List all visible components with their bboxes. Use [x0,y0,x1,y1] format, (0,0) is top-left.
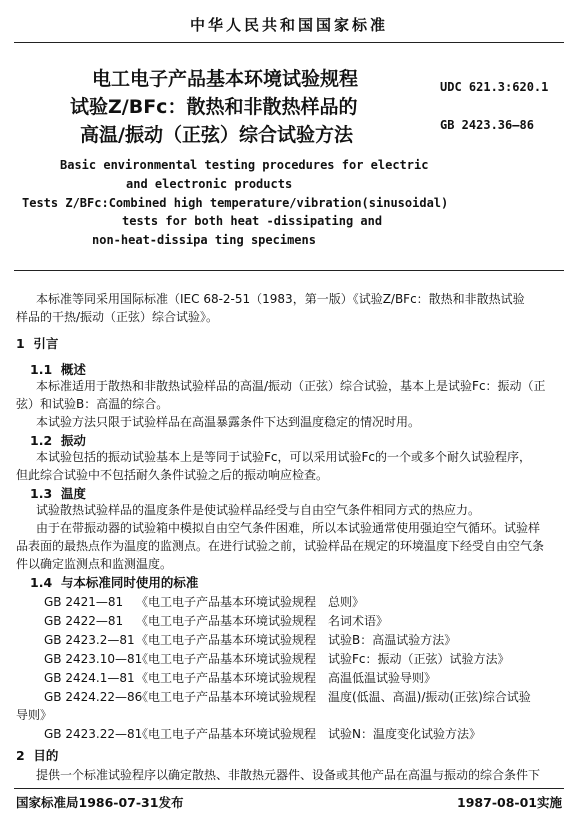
reference-item [44,612,388,629]
section-number: 2 [16,748,25,763]
reference-item [44,650,510,667]
gb-code: GB 2423.36—86 [440,118,534,132]
reference-code: GB 2422—81 [44,614,124,628]
udc-code: UDC 621.3:620.1 [440,80,549,94]
subsection-number: 1.2 [30,433,53,448]
intro-line-2: 样品的干热/振动（正弦）综合试验》。 [16,310,219,324]
title-line-2: 试验Z/BFc：散热和非散热样品的 [70,96,358,118]
subsection-1-3-heading [30,484,86,502]
reference-title: 《电工电子产品基本环境试验规程 温度(低温、高温)/振动(正弦)综合试验 [136,690,531,704]
reference-item [44,593,364,610]
intro-line-1: 本标准等同采用国际标准（IEC 68-2-51（1983，第一版）《试验Z/BFc：散热和非散热试验 [36,292,525,306]
reference-title: 《电工电子产品基本环境试验规程 试验B：高温试验方法》 [136,633,457,647]
s11-line-2: 弦）和试验B：高温的综合。 [16,397,169,411]
english-title-line-2: and electronic products [126,177,293,191]
section-1-heading [16,334,58,352]
reference-item [44,725,481,742]
section-title: 目的 [33,748,59,763]
s12-line-2: 但此综合试验中不包括耐久条件试验之后的振动响应检查。 [16,468,329,482]
s11-line-1: 本标准适用于散热和非散热试验样品的高温/振动（正弦）综合试验，基本上是试验Fc：振动（正 [36,379,546,393]
subsection-number: 1.1 [30,362,53,377]
s13-line-2: 由于在带振动器的试验箱中模拟自由空气条件困难，所以本试验通常使用强迫空气循环。试验样 [36,521,541,535]
section-2-heading [16,746,58,764]
english-title-line-5: non-heat-dissipa ting specimens [92,233,316,247]
section-title: 引言 [33,336,59,351]
subsection-number: 1.4 [30,575,53,590]
subsection-title: 概述 [60,362,86,377]
reference-code: GB 2423.10—81 [44,652,143,666]
reference-title: 《电工电子产品基本环境试验规程 名词术语》 [136,614,389,628]
reference-title: 《电工电子产品基本环境试验规程 总则》 [136,595,365,609]
reference-code: GB 2424.1—81 [44,671,135,685]
reference-title: 《电工电子产品基本环境试验规程 试验Fc：振动（正弦）试验方法》 [136,652,510,666]
reference-code: GB 2423.2—81 [44,633,135,647]
s12-line-1: 本试验包括的振动试验基本上是等同于试验Fc，可以采用试验Fc的一个或多个耐久试验程序， [36,450,532,464]
subsection-title: 振动 [60,433,86,448]
header-rule [14,42,564,43]
reference-code: GB 2424.22—86 [44,690,143,704]
reference-wrap: 导则》 [16,708,53,722]
subsection-title: 温度 [60,486,86,501]
english-title-line-3: Tests Z/BFc:Combined high temperature/vibration(sinusoidal) [22,196,449,210]
reference-title: 《电工电子产品基本环境试验规程 试验N：温度变化试验方法》 [136,727,481,741]
section-2-line: 提供一个标准试验程序以确定散热、非散热元器件、设备或其他产品在高温与振动的综合条件下 [36,768,541,782]
s13-line-4: 件以确定监测点和监测温度。 [16,557,173,571]
effective-date: 1987-08-01实施 [457,795,562,810]
subsection-title: 与本标准同时使用的标准 [60,575,199,590]
subsection-number: 1.3 [30,486,53,501]
reference-code: GB 2421—81 [44,595,124,609]
subsection-1-4-heading [30,573,198,591]
reference-item [44,669,436,686]
english-title-line-4: tests for both heat -dissipating and [122,214,383,228]
s13-line-1: 试验散热试验样品的温度条件是使试验样品经受与自由空气条件相同方式的热应力。 [36,503,481,517]
standard-header: 中华人民共和国国家标准 [189,16,388,34]
reference-title: 《电工电子产品基本环境试验规程 高温低温试验导则》 [136,671,437,685]
s11-line-3: 本试验方法只限于试验样品在高温暴露条件下达到温度稳定的情况时用。 [36,415,421,429]
section-number: 1 [16,336,25,351]
reference-item [44,631,456,648]
reference-item [44,688,531,705]
subsection-1-1-heading [30,360,86,378]
reference-code: GB 2423.22—81 [44,727,143,741]
footer-rule [14,788,564,789]
english-title-line-1: Basic environmental testing procedures for electric [60,158,429,172]
s13-line-3: 品表面的最热点作为温度的监测点。在进行试验之前，试验样品在规定的环境温度下经受自由空气条 [16,539,545,553]
issue-date: 国家标准局1986-07-31发布 [16,795,184,810]
title-rule [14,270,564,271]
title-line-1: 电工电子产品基本环境试验规程 [92,68,359,90]
subsection-1-2-heading [30,431,86,449]
title-line-3: 高温/振动（正弦）综合试验方法 [80,124,353,146]
